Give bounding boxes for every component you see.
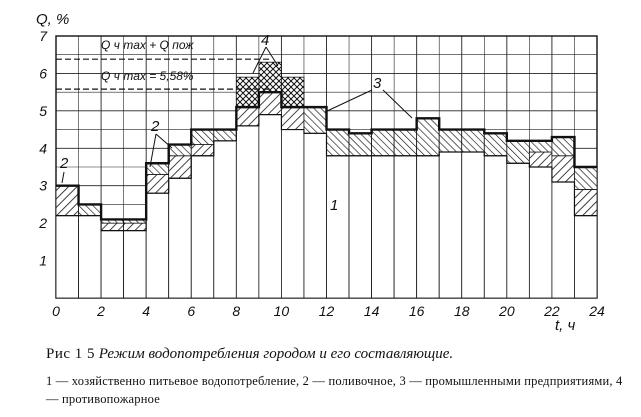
y-tick-label: 6: [39, 65, 47, 82]
bar-domestic: [146, 193, 169, 298]
bar-domestic: [574, 216, 597, 298]
x-tick-label: 24: [589, 303, 605, 319]
bar-domestic: [101, 231, 124, 298]
bar-domestic: [214, 141, 237, 298]
bar-industrial: [484, 133, 507, 155]
bar-industrial: [552, 137, 575, 156]
callout-label-1: 1: [330, 197, 339, 214]
y-tick-label: 5: [39, 102, 47, 119]
y-tick-label: 7: [39, 28, 47, 44]
bar-domestic: [236, 126, 259, 298]
y-tick-label: 1: [39, 252, 47, 269]
bar-watering: [191, 145, 214, 156]
x-axis-title: t, ч: [555, 317, 576, 334]
bar-industrial: [372, 130, 395, 156]
x-tick-label: 0: [52, 303, 60, 319]
y-tick-label: 3: [39, 177, 47, 194]
callout-label-4: 4: [261, 32, 270, 49]
bar-fire: [259, 62, 282, 92]
callout-line-2-a: [150, 134, 156, 167]
x-tick-label: 10: [273, 303, 290, 319]
figure-number: Рис 1 5: [46, 346, 96, 362]
bar-industrial: [327, 130, 350, 156]
bar-domestic: [439, 152, 462, 298]
bar-watering: [56, 186, 79, 216]
bar-watering: [124, 223, 147, 230]
bar-fire: [236, 77, 259, 107]
bar-domestic: [259, 115, 282, 298]
bar-domestic: [349, 156, 372, 298]
bar-watering: [281, 107, 304, 129]
bar-industrial: [146, 163, 169, 174]
bar-watering: [574, 189, 597, 215]
figure-legend: 1 — хозяйственно питьевое водопотребление, 2 — поливочное, 3 — промышленными предприятиями, 4 — противопожарное: [46, 374, 623, 406]
bar-domestic: [394, 156, 417, 298]
bar-industrial: [417, 118, 440, 155]
bar-industrial: [439, 130, 462, 152]
y-tick-label: 2: [39, 215, 47, 232]
bar-watering: [552, 156, 575, 182]
y-tick-label: 4: [39, 140, 47, 157]
bar-watering: [146, 174, 169, 193]
bar-industrial: [394, 130, 417, 156]
bar-watering: [236, 107, 259, 126]
bar-domestic: [56, 216, 79, 298]
bar-domestic: [372, 156, 395, 298]
figure-title: Режим водопотребления городом и его составляющие.: [98, 346, 454, 362]
bar-domestic: [529, 167, 552, 298]
x-tick-label: 22: [544, 303, 560, 319]
bar-domestic: [304, 133, 327, 298]
bar-domestic: [191, 156, 214, 298]
bar-domestic: [79, 216, 102, 298]
x-tick-label: 16: [408, 303, 425, 319]
bar-industrial: [214, 130, 237, 141]
ref-line-label-qmax: Q ч max = 5,58%: [101, 69, 194, 83]
bar-domestic: [124, 231, 147, 298]
bar-domestic: [552, 182, 575, 298]
bar-industrial: [304, 107, 327, 133]
bar-watering: [169, 156, 192, 178]
x-tick-label: 2: [97, 303, 105, 319]
callout-line-2-b: [156, 134, 172, 148]
x-tick-label: 8: [232, 303, 241, 319]
bar-industrial: [574, 167, 597, 189]
bar-watering: [101, 223, 124, 230]
bar-industrial: [462, 130, 485, 152]
x-tick-label: 18: [453, 303, 470, 319]
bar-domestic: [281, 130, 304, 298]
x-tick-label: 14: [363, 303, 380, 319]
x-tick-label: 4: [142, 303, 151, 319]
callout-label-2: 2: [151, 118, 160, 135]
y-axis-title: Q, %: [36, 11, 70, 28]
x-tick-label: 12: [318, 303, 335, 319]
bar-watering: [259, 92, 282, 114]
bar-domestic: [507, 163, 530, 298]
callout-label-2-left: 2: [60, 155, 69, 172]
figure-caption: [46, 346, 626, 363]
callout-line-3-a: [325, 90, 372, 112]
bar-domestic: [169, 178, 192, 298]
bar-domestic: [327, 156, 350, 298]
bar-domestic: [484, 156, 507, 298]
bar-domestic: [417, 156, 440, 298]
bar-fire: [281, 77, 304, 107]
bar-industrial: [79, 204, 102, 215]
x-tick-label: 6: [187, 303, 196, 319]
callout-line-3-b: [383, 90, 412, 118]
bar-industrial: [191, 130, 214, 145]
bar-industrial: [507, 141, 530, 163]
callout-label-3: 3: [373, 75, 382, 92]
callout-line-2-left: [62, 172, 64, 183]
bar-industrial: [529, 141, 552, 152]
bar-watering: [529, 152, 552, 167]
x-tick-label: 20: [499, 303, 515, 319]
bar-industrial: [169, 145, 192, 156]
bar-industrial: [349, 133, 372, 155]
bar-domestic: [462, 152, 485, 298]
ref-line-label-qmax-plus-qpozh: Q ч max + Q пож: [101, 38, 194, 52]
